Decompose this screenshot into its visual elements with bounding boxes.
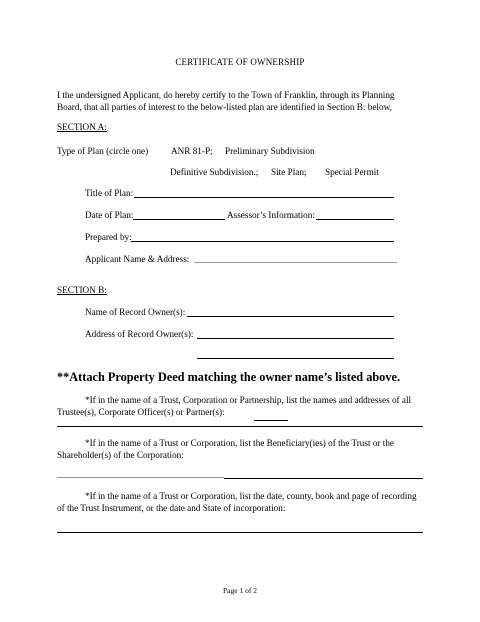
owner-address-field-line-2[interactable] — [197, 358, 394, 359]
option-special-permit[interactable]: Special Permit — [325, 167, 379, 177]
option-definitive-subdivision[interactable]: Definitive Subdivision.; — [170, 167, 259, 177]
prepared-by-label: Prepared by: — [85, 232, 132, 242]
section-b-heading: SECTION B: — [57, 285, 107, 295]
owner-address-field[interactable] — [197, 338, 394, 339]
owner-address-label: Address of Record Owner(s): — [85, 329, 194, 339]
applicant-name-address-field[interactable] — [194, 262, 397, 263]
date-of-plan-field[interactable] — [133, 219, 225, 220]
assessor-info-field[interactable] — [316, 219, 394, 220]
option-preliminary-subdivision[interactable]: Preliminary Subdivision — [225, 146, 315, 156]
trustee-instruction: *If in the name of a Trust, Corporation or Partnership, list the names and addresses of all Trustee(s), Corporate Officer(s) or Partner(s): — [57, 395, 412, 417]
option-site-plan[interactable]: Site Plan; — [271, 167, 307, 177]
beneficiary-instruction: *If in the name of a Trust or Corporation, list the Beneficiary(ies) of the Trust or the Shareholder(s) of the Corporation: — [57, 438, 395, 460]
intro-paragraph: I the undersigned Applicant, do hereby certify to the Town of Franklin, through its Planning Board, that all parties of interest to the below-listed plan are identified in Section B: below, — [57, 90, 395, 112]
assessor-info-label: Assessor’s Information: — [227, 210, 315, 220]
title-of-plan-label: Title of Plan: — [85, 188, 134, 198]
beneficiary-field-left[interactable] — [57, 477, 224, 478]
trustee-field[interactable] — [57, 426, 423, 427]
prepared-by-field[interactable] — [131, 241, 394, 242]
page-number: Page 1 of 2 — [223, 586, 257, 595]
applicant-name-address-label: Applicant Name & Address: — [85, 254, 190, 264]
date-of-plan-label: Date of Plan: — [85, 210, 134, 220]
owner-name-label: Name of Record Owner(s): — [85, 307, 186, 317]
owner-name-field[interactable] — [187, 316, 394, 317]
attach-deed-heading: **Attach Property Deed matching the owner name’s listed above. — [57, 370, 401, 384]
section-a-heading: SECTION A: — [57, 122, 107, 132]
plan-type-label: Type of Plan (circle one) — [57, 146, 149, 156]
document-title: CERTIFICATE OF OWNERSHIP — [175, 57, 305, 67]
trustee-short-line — [254, 420, 288, 421]
option-anr[interactable]: ANR 81-P; — [171, 146, 213, 156]
beneficiary-field-right[interactable] — [224, 478, 423, 479]
title-of-plan-field[interactable] — [134, 197, 394, 198]
recording-instruction: *If in the name of a Trust or Corporation, list the date, county, book and page of recording of the Trust Instrument, or the date and State of incorporation: — [57, 491, 417, 513]
recording-field[interactable] — [57, 532, 423, 533]
